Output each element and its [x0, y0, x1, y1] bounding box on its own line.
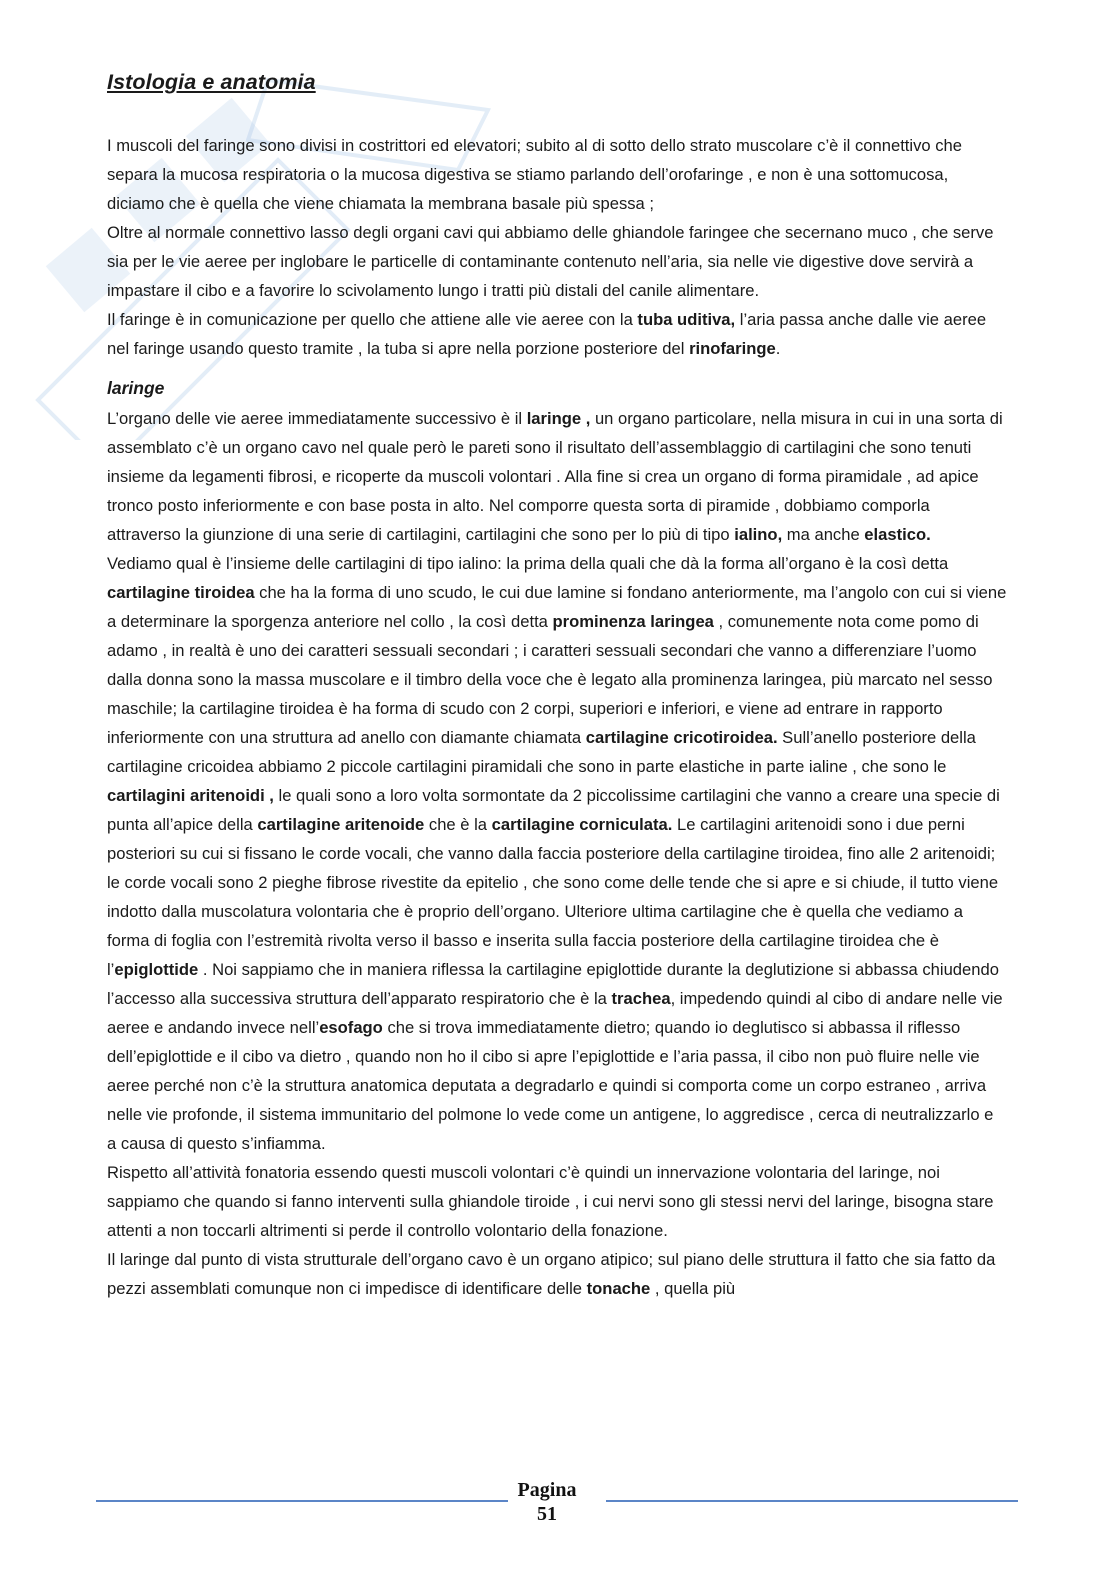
text-run: , impedendo quindi al cibo di andare nelle vie aeree e andando invece nell’	[107, 989, 1003, 1037]
page-number-block	[508, 1478, 586, 1526]
bold-term: rinofaringe	[689, 339, 776, 358]
paragraph	[107, 549, 1007, 1158]
bold-term: cartilagine aritenoide	[257, 815, 425, 834]
intro-section	[107, 131, 1007, 363]
text-run: che si trova immediatamente dietro; quando io deglutisco si abbassa il riflesso dell’epiglottide e il cibo va dietro , quando non ho il cibo si apre l’epiglottide e l’aria passa, il cibo non può fluire nelle vie aeree perché non c’è la struttura anatomica deputata a degradarlo e quindi si comporta come un corpo estraneo , arriva nelle vie profonde, il sistema immunitario del polmone lo vede come un antigene, lo aggredisce , cerca di neutralizzarlo e a causa di questo s’infiamma.	[107, 1018, 994, 1153]
bold-term: tuba uditiva,	[637, 310, 736, 329]
paragraph	[107, 131, 1007, 218]
bold-term: epiglottide	[114, 960, 199, 979]
text-run: Il laringe dal punto di vista strutturale dell’organo cavo è un organo atipico; sul piano delle struttura il fatto che sia fatto da pezzi assemblati comunque non ci impedisce di identificare delle	[107, 1250, 996, 1298]
bold-term: ialino,	[734, 525, 783, 544]
bold-term: trachea	[611, 989, 671, 1008]
text-run: Sull’anello posteriore della cartilagine cricoidea abbiamo 2 piccole cartilagini piramidali che sono in parte elastiche in parte ialine , che sono le	[107, 728, 976, 776]
page-number: 51	[537, 1503, 557, 1525]
text-run: .	[775, 339, 781, 358]
bold-term: cartilagine corniculata.	[491, 815, 673, 834]
bold-term: cartilagine cricotiroidea.	[585, 728, 778, 747]
text-run: che è la	[424, 815, 492, 834]
bold-term: esofago	[319, 1018, 383, 1037]
section-heading-laringe: laringe	[107, 378, 165, 398]
bold-term: cartilagine tiroidea	[107, 583, 255, 602]
page-footer	[0, 1478, 1116, 1538]
bold-term: tonache	[586, 1279, 651, 1298]
text-run: che ha la forma di uno scudo, le cui due lamine si fondano anteriormente, ma l’angolo con cui si viene a determinare la sporgenza anteriore nel collo , la così detta	[107, 583, 1007, 631]
page-label: Pagina	[517, 1479, 577, 1501]
text-run: un organo particolare, nella misura in cui in una sorta di assemblato c’è un organo cavo nel quale però le pareti sono il risultato dell’assemblaggio di cartilagini che sono tenuti insieme da legamenti fibrosi, e ricoperte da muscoli volontari . Alla fine si crea un organo di forma piramidale , ad apice tronco posto inferiormente e con base posta in alto. Nel comporre questa sorta di piramide , dobbiamo comporla attraverso la giunzione di una serie di cartilagini, cartilagini che sono per lo più di tipo	[107, 409, 1003, 544]
document-body	[107, 70, 1007, 1303]
text-run: l’aria passa anche dalle vie aeree nel faringe usando questo tramite , la tuba si apre nella porzione posteriore del	[107, 310, 987, 358]
text-run: . Noi sappiamo che in maniera riflessa la cartilagine epiglottide durante la deglutizione si abbassa chiudendo l’accesso alla successiva struttura dell’apparato respiratorio che è la	[107, 960, 999, 1008]
text-run: ma anche	[782, 525, 865, 544]
bold-term: prominenza laringea	[552, 612, 714, 631]
text-run: Oltre al normale connettivo lasso degli organi cavi qui abbiamo delle ghiandole faringee che secernano muco , che serve sia per le vie aeree per inglobare le particelle di contaminante contenuto nell’aria, sia nelle vie digestive dove servirà a impastare il cibo e a favorire lo scivolamento lungo i tratti più distali del canile alimentare.	[107, 223, 994, 300]
paragraph	[107, 1158, 1007, 1245]
paragraph	[107, 404, 1007, 549]
text-run: , comunemente nota come pomo di adamo , in realtà è uno dei caratteri sessuali secondari ; i caratteri sessuali secondari che vanno a differenziare l’uomo dalla donna sono la massa muscolare e il timbro della voce che è legato alla prominenza laringea, più marcato nel sesso maschile; la cartilagine tiroidea è ha forma di scudo con 2 corpi, superiori e inferiori, e viene ad entrare in rapporto inferiormente con una struttura ad anello con diamante chiamata	[107, 612, 993, 747]
paragraph	[107, 218, 1007, 305]
bold-term: elastico.	[864, 525, 931, 544]
text-run: Le cartilagini aritenoidi sono i due perni posteriori su cui si fissano le corde vocali, che vanno dalla faccia posteriore della cartilagine tiroidea, fino alle 2 aritenoidi; le corde vocali sono 2 pieghe fibrose rivestite da epitelio , che sono come delle tende che si apre e si chiude, il tutto viene indotto dalla muscolatura volontaria che è proprio dell’organo. Ulteriore ultima cartilagine che è quella che vediamo a forma di foglia con l’estremità rivolta verso il basso e inserita sulla faccia posteriore della cartilagine tiroidea che è l’	[107, 815, 999, 979]
paragraph	[107, 1245, 1007, 1303]
text-run: Il faringe è in comunicazione per quello che attiene alle vie aeree con la	[107, 310, 638, 329]
footer-rule-left	[96, 1500, 508, 1502]
text-run: I muscoli del faringe sono divisi in costrittori ed elevatori; subito al di sotto dello strato muscolare c’è il connettivo che separa la mucosa respiratoria o la mucosa digestiva se stiamo parlando dell’orofaringe , e non è una sottomucosa, diciamo che è quella che viene chiamata la membrana basale più spessa ;	[107, 136, 962, 213]
text-run: Rispetto all’attività fonatoria essendo questi muscoli volontari c’è quindi un innervazione volontaria del laringe, noi sappiamo che quando si fanno interventi sulla ghiandole tiroide , i cui nervi sono gli stessi nervi del laringe, bisogna stare attenti a non toccarli altrimenti si perde il controllo volontario della fonazione.	[107, 1163, 994, 1240]
text-run: le quali sono a loro volta sormontate da 2 piccolissime cartilagini che vanno a creare una specie di punta all’apice della	[107, 786, 1000, 834]
text-run: Vediamo qual è l’insieme delle cartilagini di tipo ialino: la prima della quali che dà la forma all’organo è la così detta	[107, 554, 949, 573]
text-run: , quella più	[650, 1279, 736, 1298]
paragraph	[107, 305, 1007, 363]
bold-term: cartilagini aritenoidi ,	[107, 786, 274, 805]
text-run: L’organo delle vie aeree immediatamente successivo è il	[107, 409, 527, 428]
bold-term: laringe ,	[526, 409, 591, 428]
footer-rule-right	[606, 1500, 1018, 1502]
page-title: Istologia e anatomia	[107, 70, 316, 94]
laringe-section	[107, 404, 1007, 1303]
